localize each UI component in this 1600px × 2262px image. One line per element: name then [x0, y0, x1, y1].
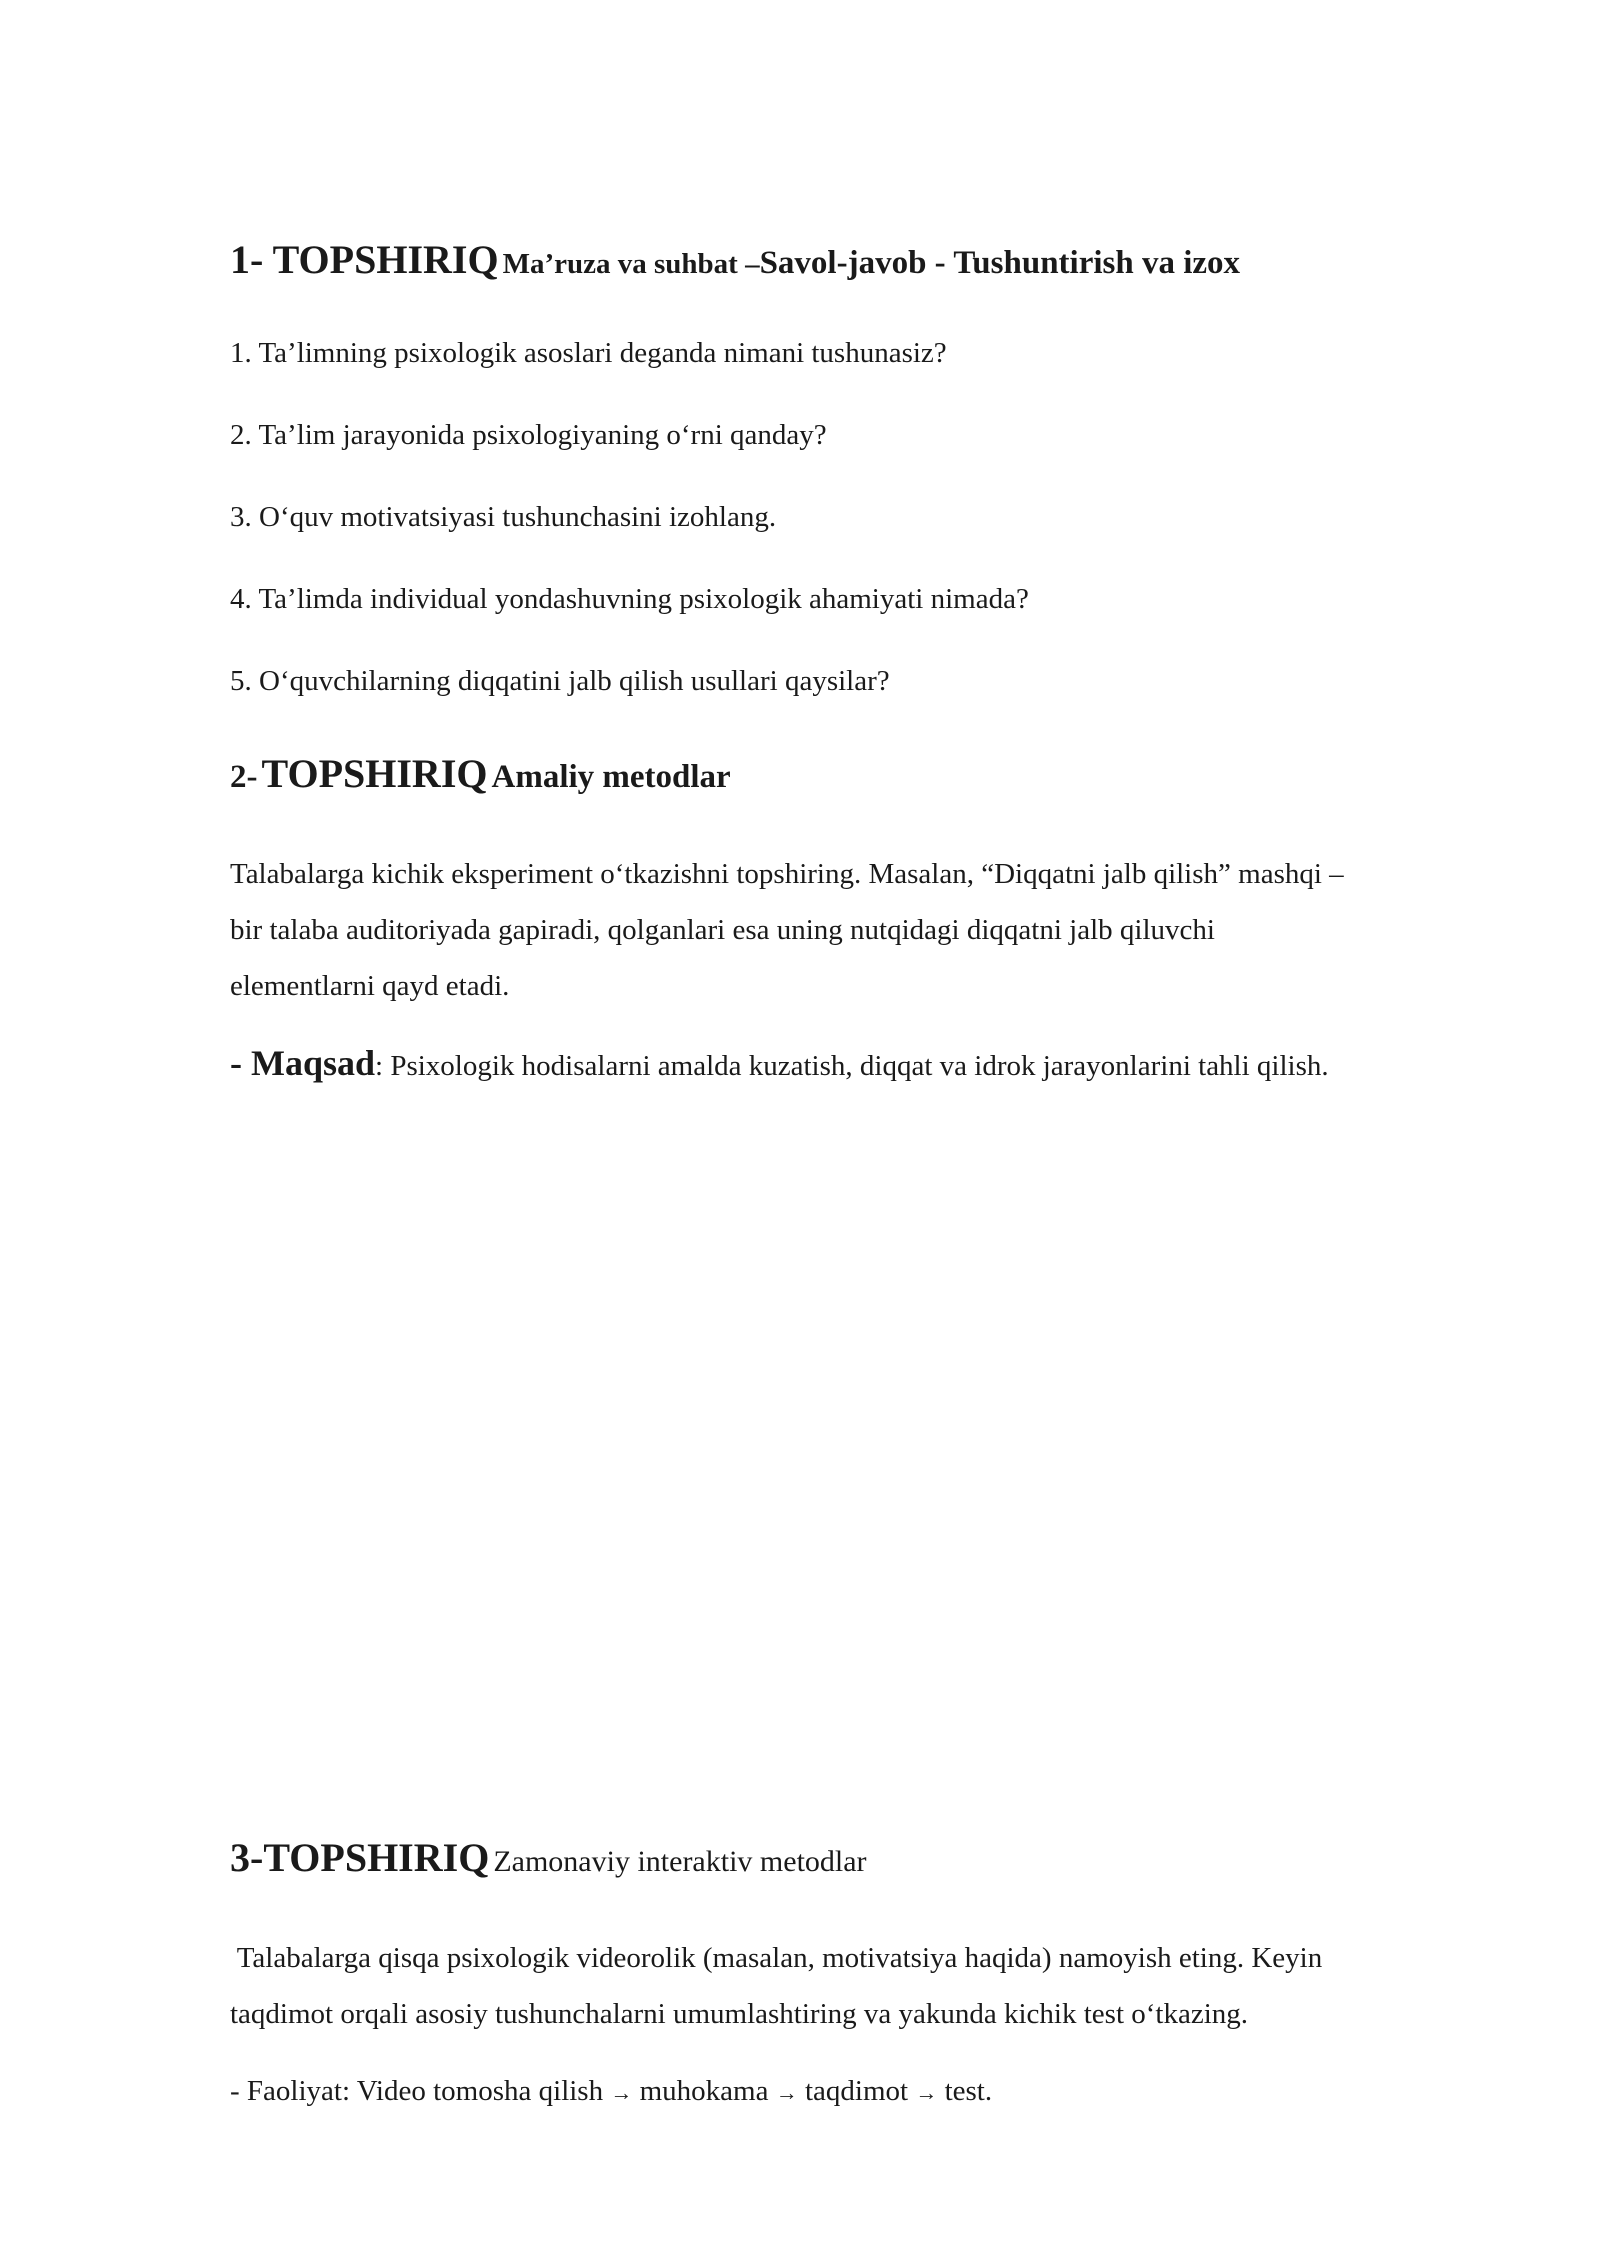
goal-label: - Maqsad: [230, 1043, 376, 1083]
task1-subtitle-rest: Savol-javob - Tushuntirish va izox: [759, 245, 1241, 281]
activity-step: muhokama: [639, 2075, 769, 2107]
task2-paragraph-line: elementlarni qayd etadi.: [230, 970, 510, 1002]
question-1: 1. Ta’limning psixologik asoslari deganda nimani tushunasiz?: [230, 337, 947, 369]
activity-label: - Faoliyat:: [230, 2075, 357, 2107]
arrow-right-icon: →: [610, 2080, 633, 2105]
task2-paragraph-line: Talabalarga kichik eksperiment o‘tkazishni topshiring. Masalan, “Diqqatni jalb qilish” mashqi –: [230, 858, 1344, 890]
task3-activity: [230, 2074, 992, 2109]
task3-paragraph: [230, 1930, 1480, 2042]
task3-number: 3-TOPSHIRIQ: [230, 1835, 490, 1880]
arrow-right-icon: →: [915, 2080, 938, 2105]
task1-heading: [230, 236, 1480, 284]
task2-prefix: 2-: [230, 759, 258, 795]
question-5: 5. O‘quvchilarning diqqatini jalb qilish usullari qaysilar?: [230, 665, 890, 697]
activity-step: taqdimot: [804, 2075, 909, 2107]
task2-subtitle: Amaliy metodlar: [491, 759, 731, 795]
task1-subtitle-small: Ma’ruza va suhbat –: [502, 248, 760, 280]
task2-goal: [230, 1042, 1480, 1084]
task2-paragraph-line: bir talaba auditoriyada gapiradi, qolganlari esa uning nutqidagi diqqatni jalb qiluvchi: [230, 914, 1215, 946]
task2-heading: [230, 750, 1480, 798]
goal-text: : Psixologik hodisalarni amalda kuzatish, diqqat va idrok jarayonlarini tahli qilish.: [375, 1050, 1329, 1082]
question-3: 3. O‘quv motivatsiyasi tushunchasini izohlang.: [230, 501, 777, 533]
task2-number: TOPSHIRIQ: [261, 751, 488, 796]
arrow-right-icon: →: [775, 2080, 798, 2105]
task3-paragraph-line: taqdimot orqali asosiy tushunchalarni umumlashtiring va yakunda kichik test o‘tkazing.: [230, 1998, 1249, 2030]
task1-number: 1- TOPSHIRIQ: [230, 237, 499, 282]
question-4: 4. Ta’limda individual yondashuvning psixologik ahamiyati nimada?: [230, 583, 1029, 615]
task2-paragraph: [230, 846, 1480, 1014]
question-2: 2. Ta’lim jarayonida psixologiyaning o‘rni qanday?: [230, 419, 827, 451]
task3-paragraph-line: Talabalarga qisqa psixologik videorolik (masalan, motivatsiya haqida) namoyish eting. Keyin: [230, 1942, 1323, 1974]
task3-heading: [230, 1834, 1480, 1882]
task3-subtitle: Zamonaviy interaktiv metodlar: [493, 1845, 867, 1878]
activity-step: Video tomosha qilish: [356, 2075, 604, 2107]
activity-step: test.: [944, 2075, 993, 2107]
